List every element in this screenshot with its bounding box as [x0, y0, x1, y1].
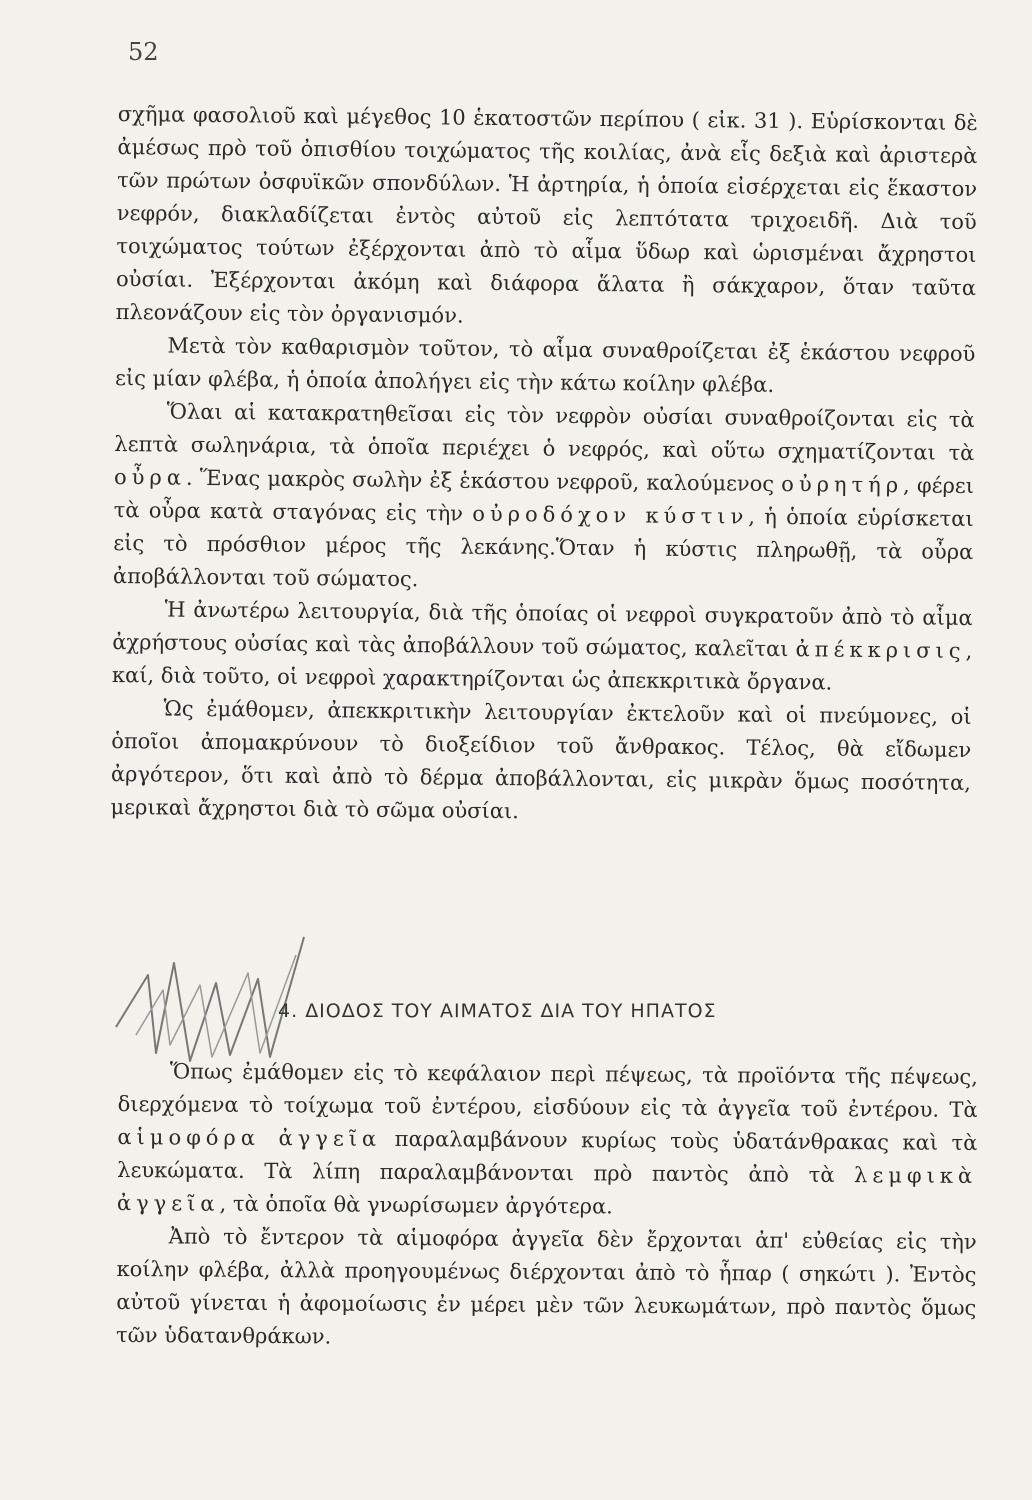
body-text	[110, 98, 978, 833]
term-lymph-vessels: λεμφικὰ ἀγγεῖα	[116, 1163, 978, 1216]
paragraph: Ὅλαι αἱ κατακρατηθεῖσαι εἰς τὸν νεφρὸν οὐσίαι συναθροίζονται εἰς τὰ λεπτὰ σωληνάρια, τὰ ὁποῖα περιέχει ὁ νεφρός, καὶ οὕτω σχηματίζονται τὰ οὖρα. Ἕνας μακρὸς σωλὴν ἐξ ἑκάστου νεφροῦ, καλούμενος οὐρητήρ, φέρει τὰ οὖρα κατὰ σταγόνας εἰς τὴν οὐροδόχον κύστιν, ἡ ὁποία εὑρίσκεται εἰς τὸ πρόσθιον μέρος τῆς λεκάνης.Ὅταν ἡ κύστις πληρωθῇ, τὰ οὖρα ἀποβάλλονται τοῦ σώματος.	[112, 399, 975, 592]
term-ura: οὖρα	[113, 464, 187, 490]
section-body-text	[116, 1055, 978, 1358]
paragraph: Ἡ ἀνωτέρω λειτουργία, διὰ τῆς ὁποίας οἱ νεφροὶ συγκρατοῦν ἀπὸ τὸ αἷμα ἀχρήστους οὐσίας καὶ τὰς ἀποβάλλουν τοῦ σώματος, καλεῖται ἀπέκκρισις, καί, διὰ τοῦτο, οἱ νεφροὶ χαρακτηρίζονται ὡς ἀπεκκριτικὰ ὄργανα.	[111, 597, 973, 695]
paragraph: Μετὰ τὸν καθαρισμὸν τοῦτον, τὸ αἷμα συναθροίζεται ἐξ ἑκάστου νεφροῦ εἰς μίαν φλέβα, ἡ ὁποία ἀπολήγει εἰς τὴν κάτω κοίλην φλέβα.	[114, 333, 976, 397]
paragraph: Ἀπὸ τὸ ἔντερον τὰ αἱμοφόρα ἀγγεῖα δὲν ἔρχονται ἀπ' εὐθείας εἰς τὴν κοίλην φλέβα, ἀλλὰ προηγουμένως διέρχονται ἀπὸ τὸ ἧπαρ ( σηκώτι ). Ἐντὸς αὐτοῦ γίνεται ἡ ἀφομοίωσις ἐν μέρει μὲν τῶν λευκωμάτων, πρὸ παντὸς ὅμως τῶν ὑδατανθράκων.	[115, 1224, 977, 1349]
paragraph: Ὡς ἐμάθομεν, ἀπεκκριτικὴν λειτουργίαν ἐκτελοῦν καὶ οἱ πνεύμονες, οἱ ὁποῖοι ἀπομακρύνουν τὸ διοξείδιον τοῦ ἄνθρακος. Τέλος, θὰ εἴδωμεν ἀργότερον, ὅτι καὶ ἀπὸ τὸ δέρμα ἀποβάλλονται, εἰς μικρὰν ὅμως ποσότητα, μερικαὶ ἄχρηστοι διὰ τὸ σῶμα οὐσίαι.	[110, 696, 972, 824]
page-number: 52	[128, 38, 159, 66]
term-ureter: οὐρητήρ	[781, 471, 904, 498]
section-number: 4.	[278, 1000, 299, 1022]
section-heading	[278, 1000, 717, 1022]
paragraph: σχῆμα φασολιοῦ καὶ μέγεθος 10 ἑκατοστῶν περίπου ( εἰκ. 31 ). Εὑρίσκονται δὲ ἀμέσως πρὸ τοῦ ὀπισθίου τοιχώματος τῆς κοιλίας, ἀνὰ εἷς δεξιὰ καὶ ἀριστερὰ τῶν πρώτων ὀσφυϊκῶν σπονδύλων. Ἡ ἀρτηρία, ἡ ὁποία εἰσέρχεται εἰς ἕκαστον νεφρόν, διακλαδίζεται ἐντὸς αὐτοῦ εἰς λεπτότατα τριχοειδῆ. Διὰ τοῦ τοιχώματος τούτων ἐξέρχονται ἀπὸ τὸ αἷμα ὕδωρ καὶ ὡρισμέναι ἄχρηστοι οὐσίαι. Ἐξέρχονται ἀκόμη καὶ διάφορα ἅλατα ἢ σάκχαρον, ὅταν ταῦτα πλεονάζουν εἰς τὸν ὀργανισμόν.	[115, 101, 978, 328]
term-excretion: ἀπέκκρισις	[795, 637, 966, 663]
term-blood-vessels: αἱμοφόρα ἀγγεῖα	[117, 1124, 382, 1151]
term-bladder: οὐροδόχον κύστιν	[472, 501, 749, 529]
paragraph: Ὅπως ἐμάθομεν εἰς τὸ κεφάλαιον περὶ πέψεως, τὰ προϊόντα τῆς πέψεως, διερχόμενα τὸ τοίχωμα τοῦ ἐντέρου, εἰσδύουν εἰς τὰ ἀγγεῖα τοῦ ἐντέρου. Τὰ αἱμοφόρα ἀγγεῖα παραλαμβάνουν κυρίως τοὺς ὑδατάνθρακας καὶ τὰ λευκώματα. Τὰ λίπη παραλαμβάνονται πρὸ παντὸς ἀπὸ τὰ λεμφικὰ ἀγγεῖα, τὰ ὁποῖα θὰ γνωρίσωμεν ἀργότερα.	[116, 1059, 978, 1219]
section-title: ΔΙΟΔΟΣ ΤΟΥ ΑΙΜΑΤΟΣ ΔΙΑ ΤΟΥ ΗΠΑΤΟΣ	[305, 1000, 717, 1022]
